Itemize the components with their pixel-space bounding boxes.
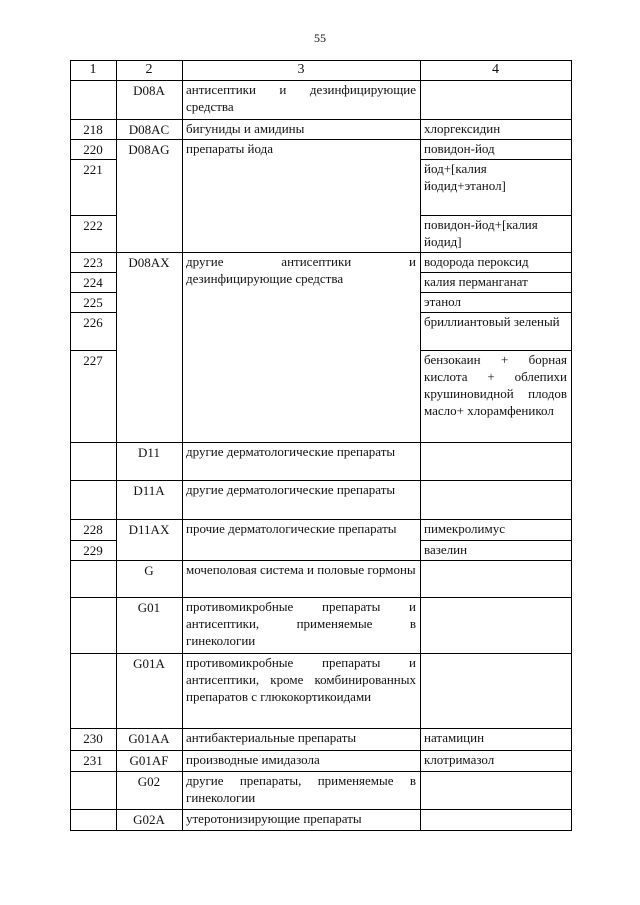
group-cell	[182, 312, 420, 313]
header-cell: 4	[492, 62, 499, 77]
drug-cell: этанол	[424, 294, 461, 309]
code-cell: D11A	[133, 483, 165, 498]
code-cell	[116, 350, 182, 352]
code-cell	[116, 272, 182, 274]
drug-cell: йод+[калия йодид+этанол]	[424, 161, 506, 193]
drug-cell: хлоргексидин	[424, 121, 501, 136]
code-cell: G	[144, 563, 154, 578]
row-number-cell	[70, 80, 116, 82]
grid-line	[116, 830, 183, 831]
drug-table	[70, 60, 571, 830]
drug-cell	[420, 771, 571, 772]
code-cell: D08A	[133, 83, 165, 98]
code-cell	[116, 540, 182, 542]
grid-line	[420, 830, 572, 831]
group-cell	[182, 215, 420, 216]
drug-cell: вазелин	[424, 542, 468, 557]
group-cell: другие дерматологические препараты	[186, 444, 396, 459]
drug-cell: клотримазол	[424, 752, 495, 767]
code-cell: G01A	[133, 656, 165, 671]
drug-cell	[420, 653, 571, 654]
group-cell: препараты йода	[186, 141, 274, 156]
row-number-cell: 221	[83, 162, 103, 177]
row-number-cell	[70, 653, 116, 655]
group-cell: другие препараты, применяемые в гинекологии	[186, 773, 416, 805]
code-cell: D11	[138, 445, 160, 460]
group-cell	[182, 159, 420, 160]
group-cell	[182, 272, 420, 273]
group-cell: другие антисептики и дезинфицирующие средства	[186, 254, 416, 286]
code-cell: D08AC	[128, 122, 170, 137]
drug-cell: бензокаин + борная кислота + облепихи крушиновидной плодов масло+ хлорамфеникол	[424, 352, 567, 418]
code-cell	[116, 312, 182, 314]
group-cell: утеротонизирующие препараты	[186, 811, 362, 826]
drug-cell	[420, 80, 571, 81]
group-cell: мочеполовая система и половые гормоны	[186, 562, 416, 577]
group-cell: противомикробные препараты и антисептики, кроме комбинированных препаратов с глюкокортикоидами	[186, 655, 416, 704]
row-number-cell: 231	[83, 753, 103, 768]
row-number-cell: 227	[83, 353, 103, 368]
code-cell: G01AA	[128, 731, 170, 746]
row-number-cell	[70, 809, 116, 811]
drug-cell	[420, 560, 571, 561]
drug-cell: пимекролимус	[424, 521, 505, 536]
row-number-cell: 229	[83, 543, 103, 558]
code-cell: D08AG	[128, 142, 170, 157]
header-cell: 2	[145, 62, 153, 77]
grid-line	[70, 830, 117, 831]
drug-cell: калия перманганат	[424, 274, 528, 289]
drug-cell: натамицин	[424, 730, 485, 745]
group-cell	[182, 292, 420, 293]
row-number-cell	[70, 771, 116, 773]
row-number-cell: 230	[83, 731, 103, 746]
group-cell	[182, 350, 420, 351]
header-cell: 1	[89, 62, 97, 77]
code-cell: G02A	[133, 812, 165, 827]
row-number-cell: 228	[83, 522, 103, 537]
group-cell: производные имидазола	[186, 752, 320, 767]
group-cell: бигуниды и амидины	[186, 121, 305, 136]
header-cell: 3	[297, 62, 305, 77]
row-number-cell: 224	[83, 275, 103, 290]
row-number-cell	[70, 480, 116, 482]
group-cell: прочие дерматологические препараты	[186, 521, 397, 536]
drug-cell	[420, 809, 571, 810]
drug-cell	[420, 442, 571, 443]
drug-cell: бриллиантовый зеленый	[424, 314, 560, 329]
row-number-cell	[70, 560, 116, 562]
drug-cell: водорода пероксид	[424, 254, 529, 269]
code-cell: G01AF	[129, 753, 169, 768]
code-cell	[116, 215, 182, 217]
code-cell	[116, 292, 182, 294]
code-cell: D08AX	[128, 255, 170, 270]
drug-cell: повидон-йод	[424, 141, 495, 156]
code-cell: G02	[137, 774, 161, 789]
row-number-cell: 226	[83, 315, 103, 330]
row-number-cell	[70, 597, 116, 599]
row-number-cell: 220	[83, 142, 103, 157]
row-number-cell: 222	[83, 218, 103, 233]
row-number-cell	[70, 442, 116, 444]
code-cell: G01	[137, 600, 161, 615]
row-number-cell: 223	[83, 255, 103, 270]
grid-line	[571, 60, 572, 831]
page-number: 55	[314, 31, 326, 45]
grid-line	[182, 830, 421, 831]
row-number-cell: 218	[83, 122, 103, 137]
row-number-cell: 225	[83, 295, 103, 310]
code-cell	[116, 159, 182, 161]
code-cell: D11AX	[128, 522, 170, 537]
group-cell: антисептики и дезинфицирующие средства	[186, 82, 416, 114]
drug-cell: повидон-йод+[калия йодид]	[424, 217, 538, 249]
drug-cell	[420, 480, 571, 481]
drug-cell	[420, 597, 571, 598]
group-cell: другие дерматологические препараты	[186, 482, 396, 497]
group-cell	[182, 540, 420, 541]
group-cell: противомикробные препараты и антисептики, применяемые в гинекологии	[186, 599, 416, 648]
group-cell: антибактериальные препараты	[186, 730, 357, 745]
